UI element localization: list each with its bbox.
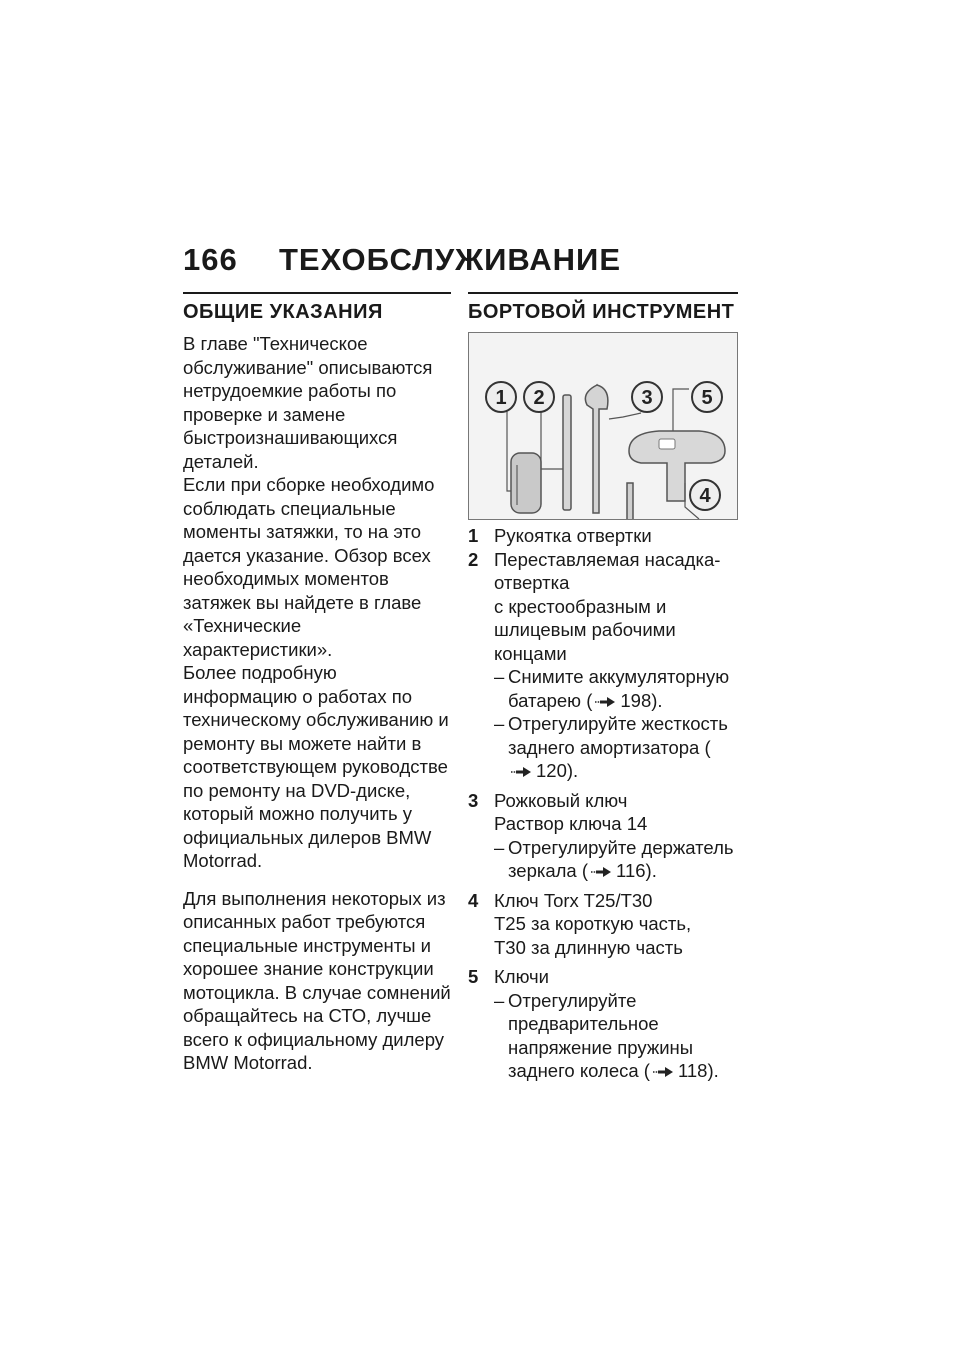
page-reference: 116). [616,860,657,881]
step-text: Отрегулируйте жесткость заднего амортизатора [508,713,728,758]
item-subtext: с крестообразным и шлицевым рабочими концами [494,595,676,664]
paragraph: Более подробную информацию о работах по техническому обслуживанию и ремонту вы можете найти в соответствующем руководстве по ремонту на DVD-диске, который можно получить у официальных дилеров BMW Motorrad. [183,662,449,871]
list-item [468,965,738,1083]
section-title: БОРТОВОЙ ИНСТРУМЕНТ [468,301,735,323]
paragraph: Если при сборке необходимо соблюдать специальные моменты затяжки, то на это дается указание. Обзор всех необходимых моментов затяжек вы найдете в главе «Технические характеристики». [183,474,435,660]
step-text: Отрегулируйте предварительное напряжение пружины заднего колеса [508,989,694,1081]
page-reference: 198). [620,689,663,711]
list-item [468,889,738,960]
reference-arrow-icon [590,866,612,878]
item-number: 1 [468,525,479,546]
screwdriver-bit-shape [563,395,571,510]
toolkit-figure [468,332,738,520]
paragraph: В главе "Техническое обслуживание" описываются нетрудоемкие работы по проверке и замене быстроизнашивающихся деталей. [183,333,433,472]
callout-5: 5 [701,387,713,409]
item-number: 3 [468,789,479,811]
page-reference: 120). [536,760,579,781]
callout-1: 1 [495,387,507,409]
item-text: Рожковый ключ [494,789,628,811]
onboard-tools-section [468,292,738,1083]
item-number: 4 [468,889,479,911]
section-rule [468,292,738,294]
reference-arrow-icon [510,766,532,778]
list-item [468,524,738,548]
callout-3: 3 [641,387,653,409]
item-subtext: T30 за длинную часть [494,936,683,958]
tool-list [468,524,738,1083]
reference-arrow-icon [594,696,616,708]
paragraph: Для выполнения некоторых из описанных работ требуются специальные инструменты и хорошее знание конструкции мотоцикла. В случае сомнений обращайтесь на СТО, лучше всего к официальному дилеру BMW Motorrad. [183,887,451,1073]
callout-4: 4 [699,485,711,507]
instruction-step: – Отрегулируйте предварительное напряжение пружины заднего колеса ( 118). [494,989,719,1081]
item-text: Переставляемая насадка-отвертка [494,548,721,593]
screwdriver-handle-shape [511,453,541,513]
reference-arrow-icon [652,1066,674,1078]
general-notes-section [183,292,451,1075]
item-number: 5 [468,966,479,987]
section-title: ОБЩИЕ УКАЗАНИЯ [183,301,383,323]
callout-2: 2 [533,387,545,409]
chapter-title: ТЕХОБСЛУЖИВАНИЕ [279,242,621,277]
page-reference: 118). [677,1060,719,1081]
page-number: 166 [183,242,238,277]
item-subtext: T25 за короткую часть, [494,913,692,934]
step-text: Отрегулируйте держатель зеркала [508,836,734,881]
item-text: Ключ Torx T25/T30 [494,889,653,911]
item-number: 2 [468,548,479,570]
list-item [468,789,738,883]
item-text: Ключи [494,966,550,987]
instruction-step: – Отрегулируйте держатель зеркала ( 116). [494,836,734,881]
instruction-step: – Отрегулируйте жесткость заднего амортизатора (120). [494,713,728,781]
toolkit-illustration [469,333,737,519]
item-text: Рукоятка отвертки [494,525,652,546]
section-rule [183,292,451,294]
step-text: Снимите аккумуляторную батарею [508,666,730,711]
instruction-step: – Снимите аккумуляторную батарею ( 198). [494,666,730,711]
list-item [468,548,738,783]
wrench-shape [585,385,608,513]
item-subtext: Раствор ключа 14 [494,813,648,834]
page-header [183,242,621,278]
